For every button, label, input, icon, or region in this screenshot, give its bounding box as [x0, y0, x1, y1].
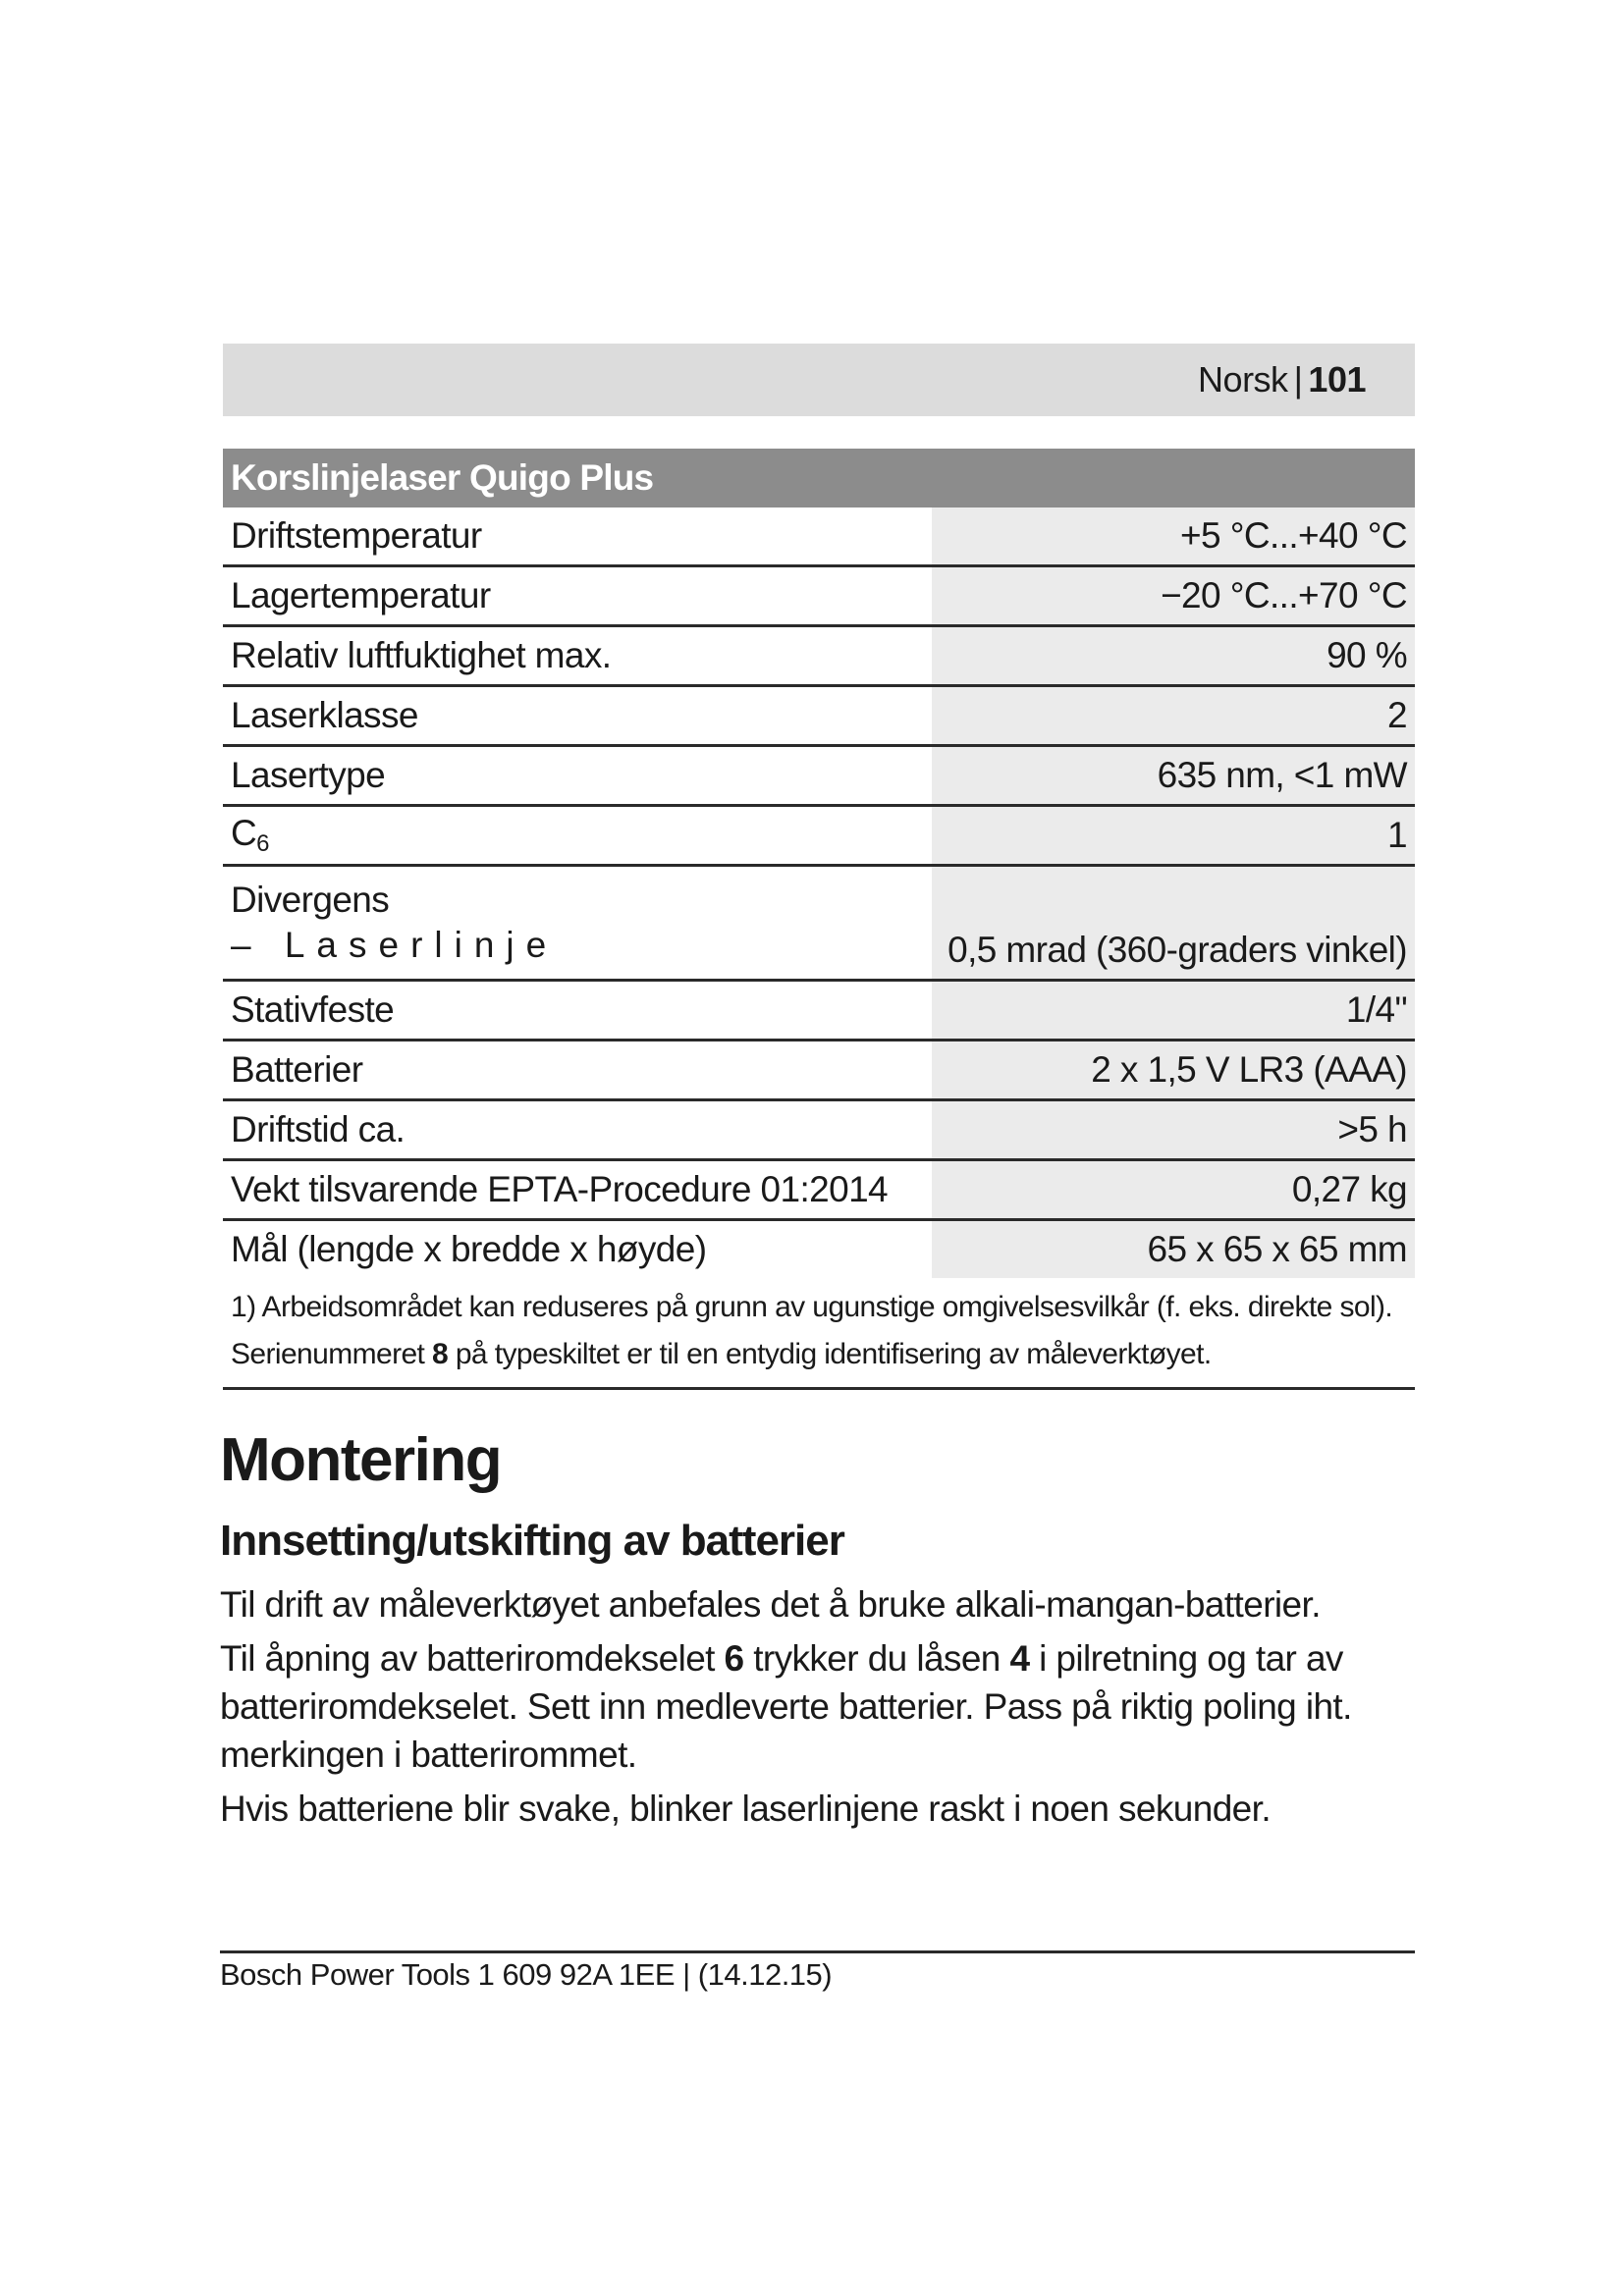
row-value: 1: [932, 806, 1415, 866]
row-value: 2: [932, 686, 1415, 746]
body-text: [220, 1580, 1428, 1839]
spec-table: [223, 449, 1415, 1278]
page-number: 101: [1308, 359, 1366, 400]
footnote-text: Serienummeret: [231, 1338, 433, 1370]
divider: [223, 1387, 1415, 1390]
row-value: 0,27 kg: [932, 1160, 1415, 1220]
row-label: Stativfeste: [223, 981, 932, 1041]
table-row: [223, 746, 1415, 806]
row-label: Lasertype: [223, 746, 932, 806]
header-language: Norsk: [1198, 359, 1288, 400]
row-value: 2 x 1,5 V LR3 (AAA): [932, 1041, 1415, 1100]
ref-number: 6: [724, 1638, 744, 1679]
table-row: [223, 981, 1415, 1041]
row-value: 90 %: [932, 626, 1415, 686]
row-label: Driftstid ca.: [223, 1100, 932, 1160]
table-row: [223, 1041, 1415, 1100]
row-label: Driftstemperatur: [223, 507, 932, 566]
paragraph: [220, 1634, 1428, 1779]
footnote-ref: 8: [432, 1338, 449, 1370]
row-label: Mål (lengde x bredde x høyde): [231, 1229, 707, 1269]
footnote-1: 1) Arbeidsområdet kan reduseres på grunn av ugunstige omgivelsesvilkår (f. eks. direkte sol).: [231, 1291, 1393, 1323]
table-row: [223, 806, 1415, 866]
footer: Bosch Power Tools 1 609 92A 1EE | (14.12.15): [220, 1957, 833, 1992]
page-header: [223, 344, 1415, 416]
row-label: [223, 866, 932, 981]
table-row: [223, 626, 1415, 686]
table-row: [223, 1100, 1415, 1160]
laserlinje-label: – Laserlinje: [231, 925, 559, 965]
row-value: 635 nm, <1 mW: [932, 746, 1415, 806]
table-row: [223, 686, 1415, 746]
text: i pilretning og tar av batteriromdekselet. Sett inn medleverte batterier. Pass på riktig poling iht. merkingen i batterirommet.: [220, 1638, 1352, 1775]
section-title: Montering: [220, 1426, 502, 1494]
row-label: Batterier: [223, 1041, 932, 1100]
divergens-label: Divergens: [231, 880, 390, 920]
table-row: [223, 866, 1415, 981]
text: trykker du låsen: [743, 1638, 1010, 1679]
row-label: [223, 806, 932, 866]
footnote-2: [231, 1331, 1409, 1378]
table-title: Korslinjelaser Quigo Plus: [223, 449, 1415, 507]
footnotes: [231, 1284, 1409, 1378]
table-row: [223, 507, 1415, 566]
footnote-text: på typeskiltet er til en entydig identifisering av måleverktøyet.: [448, 1338, 1212, 1370]
row-value: >5 h: [932, 1100, 1415, 1160]
table-row: [223, 1160, 1415, 1220]
section-subtitle: Innsetting/utskifting av batterier: [220, 1517, 844, 1565]
row-value: 65 x 65 x 65 mm: [932, 1220, 1415, 1279]
table-row: [223, 1220, 1415, 1279]
text: Til åpning av batteriromdekselet: [220, 1638, 725, 1679]
row-value: +5 °C...+40 °C: [932, 507, 1415, 566]
row-label: Relativ luftfuktighet max.: [223, 626, 932, 686]
row-value: −20 °C...+70 °C: [932, 566, 1415, 626]
row-label: Laserklasse: [223, 686, 932, 746]
c6-subscript: 6: [256, 830, 269, 857]
footer-divider: [220, 1950, 1415, 1953]
ref-number: 4: [1009, 1638, 1030, 1679]
row-value: 1/4": [932, 981, 1415, 1041]
row-label: Lagertemperatur: [223, 566, 932, 626]
header-separator: |: [1293, 359, 1303, 400]
row-label: Vekt tilsvarende EPTA-Procedure 01:2014: [223, 1160, 932, 1220]
row-value: 0,5 mrad (360-graders vinkel): [932, 866, 1415, 981]
table-row: [223, 566, 1415, 626]
paragraph: Til drift av måleverktøyet anbefales det å bruke alkali-mangan-batterier.: [220, 1584, 1321, 1625]
paragraph: Hvis batteriene blir svake, blinker laserlinjene raskt i noen sekunder.: [220, 1789, 1272, 1829]
c6-symbol: C: [231, 813, 257, 853]
